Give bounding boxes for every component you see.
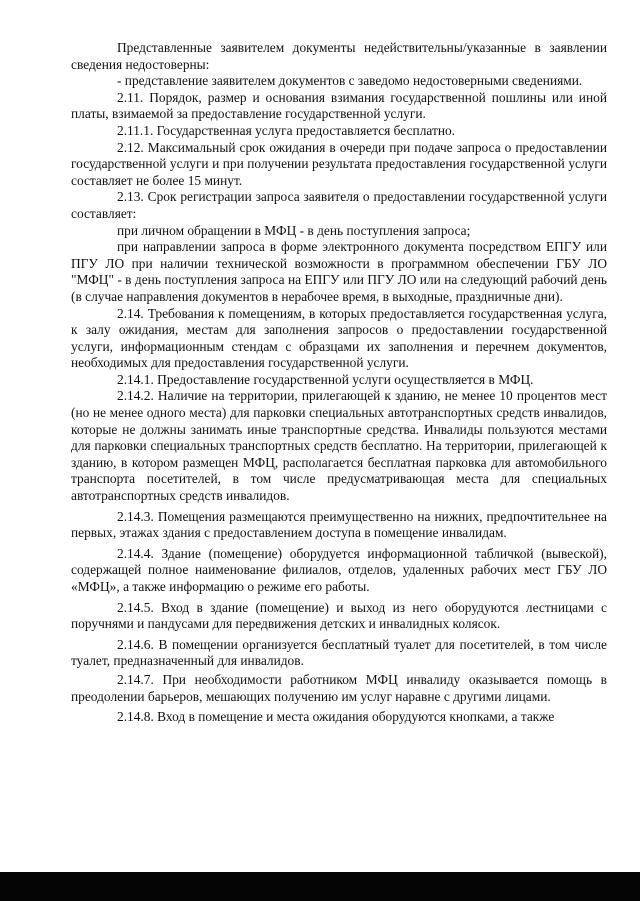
paragraph-false-info: - представление заявителем документов с заведомо недостоверными сведениями.	[117, 73, 583, 89]
paragraph-2-14: 2.14. Требования к помещениям, в которых предоставляется государственная услуга, к залу ожидания, местам для заполнения запросов о предоставлении государственной услуги, информационным стендам с образцами их заполнения и перечнем документов, необходимых для предоставления государственной услуги.	[71, 305, 607, 371]
paragraph-in-person-request: при личном обращении в МФЦ - в день поступления запроса;	[117, 222, 471, 238]
paragraph-2-13: 2.13. Срок регистрации запроса заявителя о предоставлении государственной услуги составляет:	[71, 189, 607, 221]
document-page	[71, 40, 607, 726]
paragraph-2-14-7: 2.14.7. При необходимости работником МФЦ инвалиду оказывается помощь в преодолении барьеров, мешающих получению им услуг наравне с другими лицами.	[71, 671, 607, 704]
paragraph-2-14-5: 2.14.5. Вход в здание (помещение) и выход из него оборудуются лестницами с поручнями и пандусами для передвижения детских и инвалидных колясок.	[71, 599, 607, 632]
paragraph-2-14-8: 2.14.8. Вход в помещение и места ожидания оборудуются кнопками, а также	[117, 709, 555, 725]
paragraph-electronic-request: при направлении запроса в форме электронного документа посредством ЕПГУ или ПГУ ЛО при наличии технической возможности в программном обеспечении ГБУ ЛО "МФЦ" - в день поступления запроса на ЕПГУ или ПГУ ЛО или на следующий рабочий день (в случае направления документов в нерабочее время, в выходные, праздничные дни).	[71, 239, 607, 304]
paragraph-2-14-3: 2.14.3. Помещения размещаются преимущественно на нижних, предпочтительнее на первых, этажах здания с предоставлением доступа в помещение инвалидам.	[71, 508, 607, 541]
paragraph-invalid-documents: Представленные заявителем документы недействительны/указанные в заявлении сведения недостоверны:	[71, 40, 607, 72]
scan-bottom-border	[0, 872, 640, 901]
paragraph-2-11: 2.11. Порядок, размер и основания взимания государственной пошлины или иной платы, взимаемой за предоставление государственной услуги.	[71, 89, 607, 122]
paragraph-2-12: 2.12. Максимальный срок ожидания в очереди при подаче запроса о предоставлении государственной услуги и при получении результата предоставления государственной услуги составляет не более 15 минут.	[71, 139, 607, 188]
paragraph-2-14-2: 2.14.2. Наличие на территории, прилегающей к зданию, не менее 10 процентов мест (но не менее одного места) для парковки специальных автотранспортных средств инвалидов, которые не должны занимать иные транспортные средства. Инвалиды пользуются местами для парковки специальных транспортных средств бесплатно. На территории, прилегающей к зданию, в котором размещен МФЦ, располагается бесплатная парковка для автомобильного транспорта посетителей, в том числе предусматривающая места для специальных автотранспортных средств инвалидов.	[71, 388, 607, 504]
paragraph-2-11-1: 2.11.1. Государственная услуга предоставляется бесплатно.	[117, 122, 456, 138]
paragraph-2-14-4: 2.14.4. Здание (помещение) оборудуется информационной табличкой (вывеской), содержащей полное наименование филиалов, отделов, удаленных рабочих мест ГБУ ЛО «МФЦ», а также информацию о режиме его работы.	[71, 545, 607, 594]
paragraph-2-14-1: 2.14.1. Предоставление государственной услуги осуществляется в МФЦ.	[117, 371, 534, 387]
paragraph-2-14-6: 2.14.6. В помещении организуется бесплатный туалет для посетителей, в том числе туалет, предназначенный для инвалидов.	[71, 636, 607, 669]
